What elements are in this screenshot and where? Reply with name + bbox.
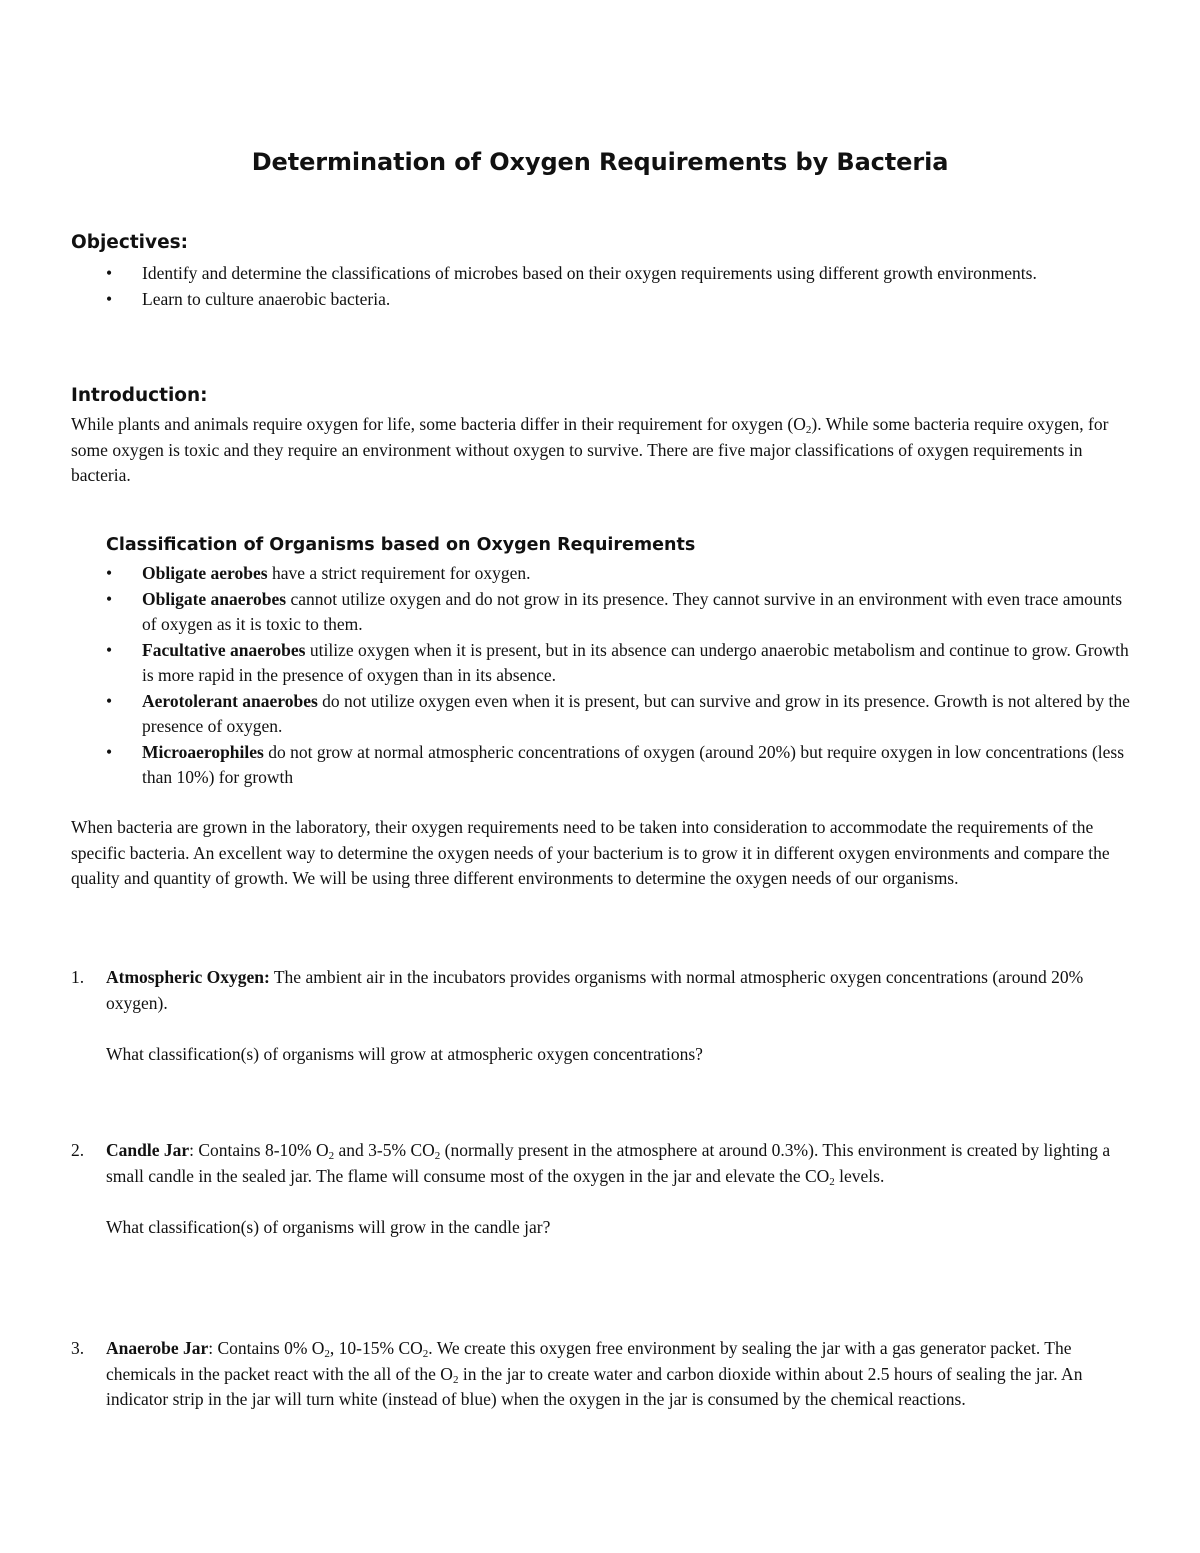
term: Obligate aerobes bbox=[142, 563, 268, 583]
classification-heading: Classification of Organisms based on Oxygen Requirements bbox=[106, 535, 696, 555]
environment-text: The ambient air in the incubators provides organisms with normal atmospheric oxygen concentrations (around 20% oxygen). bbox=[106, 967, 1084, 1013]
objectives-heading: Objectives: bbox=[71, 232, 189, 253]
term: Facultative anaerobes bbox=[142, 639, 306, 660]
list-item bbox=[106, 689, 1136, 740]
environment-list-1 bbox=[71, 965, 1141, 1067]
objective-text: Learn to culture anaerobic bacteria. bbox=[142, 288, 391, 309]
term: Obligate anaerobes bbox=[142, 588, 287, 609]
objectives-list bbox=[106, 261, 1136, 312]
list-item bbox=[106, 261, 1136, 287]
list-item bbox=[106, 638, 1136, 689]
item-number: 3. bbox=[71, 1338, 85, 1358]
page-title: Determination of Oxygen Requirements by Bacteria bbox=[251, 148, 949, 176]
term-description: do not utilize oxygen even when it is present, but can survive and grow in its presence. Growth is not altered by the presence of oxygen. bbox=[142, 690, 1130, 736]
bullet-icon: • bbox=[106, 563, 113, 583]
term: Anaerobe Jar bbox=[106, 1338, 209, 1358]
list-item bbox=[106, 587, 1136, 638]
term: Microaerophiles bbox=[142, 741, 264, 762]
environment-item bbox=[71, 965, 1141, 1067]
environment-list-3 bbox=[71, 1336, 1141, 1413]
list-item bbox=[106, 287, 1136, 313]
term: Candle Jar bbox=[106, 1140, 190, 1160]
bullet-icon: • bbox=[106, 288, 113, 309]
list-item bbox=[106, 561, 1136, 587]
classification-list bbox=[106, 561, 1136, 791]
introduction-paragraph: While plants and animals require oxygen for life, some bacteria differ in their requirement for oxygen $(O_2)$. While some bacteria require oxygen, for some oxygen is toxic and they require an environment without oxygen to survive. There are five major classifications of oxygen requirements in bacteria. bbox=[71, 414, 1109, 485]
term: Aerotolerant anaerobes bbox=[142, 690, 318, 711]
item-number: 1. bbox=[71, 967, 85, 987]
list-item bbox=[106, 740, 1136, 791]
term-description: cannot utilize oxygen and do not grow in its presence. They cannot survive in an environment with even trace amounts of oxygen as it is toxic to them. bbox=[142, 588, 1123, 634]
bullet-icon: • bbox=[106, 639, 113, 660]
environment-item: 3. Anaerobe Jar: Contains 0% $O_2$, 10-15% $CO_2$. We create this oxygen free environment by sealing the jar with a gas generator packet. The chemicals in the packet react with the all of the $O_2$ in the jar to create water and carbon dioxide within about 2.5 hours of sealing the jar. An indicator strip in the jar will turn white (instead of blue) when the oxygen in the jar is consumed by the chemical reactions. bbox=[71, 1338, 1083, 1409]
environment-item: 2. Candle Jar: Contains 8-10% $O_2$ and 3-5% $CO_2$ (normally present in the atmosphere at around 0.3%). This environment is created by lighting a small candle in the sealed jar. The flame will consume most of the oxygen in the jar and elevate the $CO_2$ levels. What classification(s) of organisms will grow in the candle jar? bbox=[71, 1138, 1141, 1240]
term: Atmospheric Oxygen: bbox=[106, 967, 270, 987]
term-description: utilize oxygen when it is present, but in its absence can undergo anaerobic metabolism and continue to grow. Growth is more rapid in the presence of oxygen than in its absence. bbox=[142, 639, 1129, 685]
bullet-icon: • bbox=[106, 588, 113, 609]
environment-list-2 bbox=[71, 1138, 1141, 1240]
term-description: do not grow at normal atmospheric concentrations of oxygen (around 20%) but require oxygen in low concentrations (less than 10%) for growth bbox=[142, 741, 1125, 787]
term-description: have a strict requirement for oxygen. bbox=[267, 563, 531, 583]
introduction-heading: Introduction: bbox=[71, 385, 208, 406]
bullet-icon: • bbox=[106, 690, 113, 711]
question-text: What classification(s) of organisms will grow at atmospheric oxygen concentrations? bbox=[106, 1043, 703, 1064]
lab-paragraph: When bacteria are grown in the laboratory, their oxygen requirements need to be taken into consideration to accommodate the requirements of the specific bacteria. An excellent way to determine the oxygen needs of your bacterium is to grow it in different oxygen environments and compare the quality and quantity of growth. We will be using three different environments to determine the oxygen needs of our organisms. bbox=[71, 817, 1110, 888]
item-number: 2. bbox=[71, 1140, 85, 1160]
question-text: What classification(s) of organisms will grow in the candle jar? bbox=[106, 1216, 551, 1237]
bullet-icon: • bbox=[106, 741, 113, 762]
bullet-icon: • bbox=[106, 263, 113, 283]
objective-text: Identify and determine the classifications of microbes based on their oxygen requirements using different growth environments. bbox=[142, 263, 1037, 283]
